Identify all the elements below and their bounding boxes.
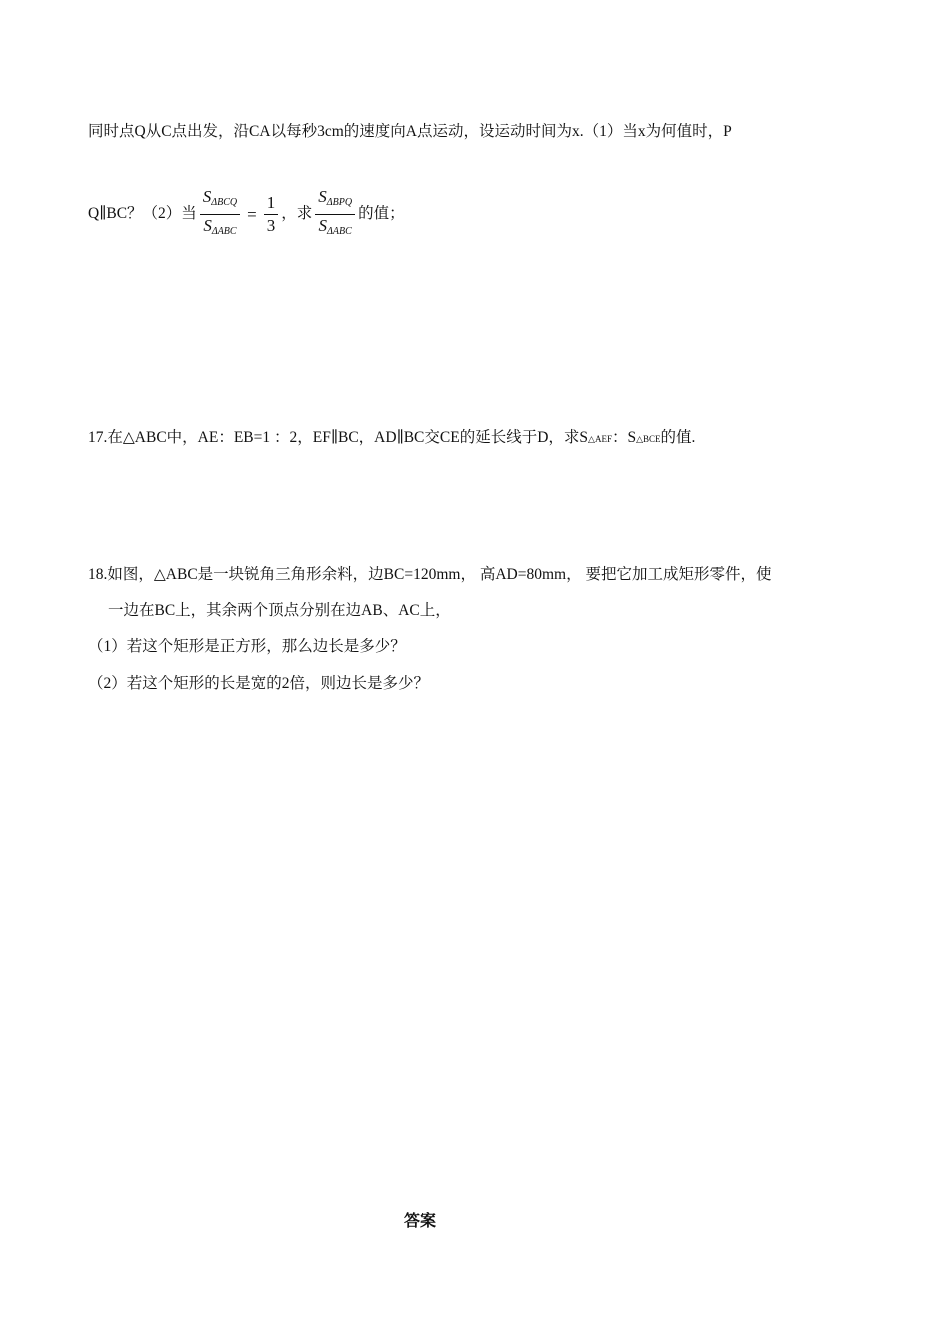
problem18-question2-text: （2）若这个矩形的长是宽的2倍，则边长是多少？: [88, 675, 430, 692]
fraction-bpq-over-abc: $\frac{S_{\Delta BPQ}}{S_{\Delta ABC}}$: [315, 186, 355, 243]
fraction-one-third: $\frac{1}{3}$: [264, 192, 279, 237]
problem17-text-b: ：S: [611, 429, 637, 446]
fraction-bcq-over-abc: $\frac{S_{\Delta BCQ}}{S_{\Delta ABC}}$: [200, 186, 240, 243]
problem17-sub-aef: △AEF: [588, 434, 612, 444]
problem17-text-c: 的值.: [660, 429, 696, 446]
problem17-sub-bce: △BCE: [636, 434, 661, 444]
problem17: [88, 428, 695, 449]
problem18-line2: [108, 601, 451, 621]
problem18-question2: [88, 674, 429, 694]
problem18-question1: [88, 637, 406, 657]
answer-heading: 答案: [404, 1211, 437, 1230]
problem18-line1-text: 18.如图，△ABC是一块锐角三角形余料，边BC=120mm， 高AD=80mm， 要把它加工成矩形零件，使: [88, 566, 772, 583]
problem16-line2-suffix: 的值；: [358, 205, 405, 223]
problem17-text-a: 17.在△ABC中，AE：EB=1 ：2，EF∥BC，AD∥BC交CE的延长线于D，求S: [88, 429, 589, 446]
problem16-line1: [88, 122, 732, 142]
problem16-line1-text: 同时点Q从C点出发，沿CA以每秒3cm的速度向A点运动，设运动时间为x.（1）当x为何值时，P: [88, 123, 732, 140]
problem16-line2-prefix: Q∥BC？（2）当: [88, 205, 197, 223]
problem18-question1-text: （1）若这个矩形是正方形，那么边长是多少？: [88, 638, 406, 655]
problem18-line1: [88, 565, 771, 585]
problem18-line2-text: 一边在BC上，其余两个顶点分别在边AB、AC上，: [108, 602, 451, 619]
equals-sign: =: [247, 204, 257, 224]
problem16-line2: [88, 186, 405, 243]
problem16-line2-middle: ，求: [281, 205, 313, 223]
